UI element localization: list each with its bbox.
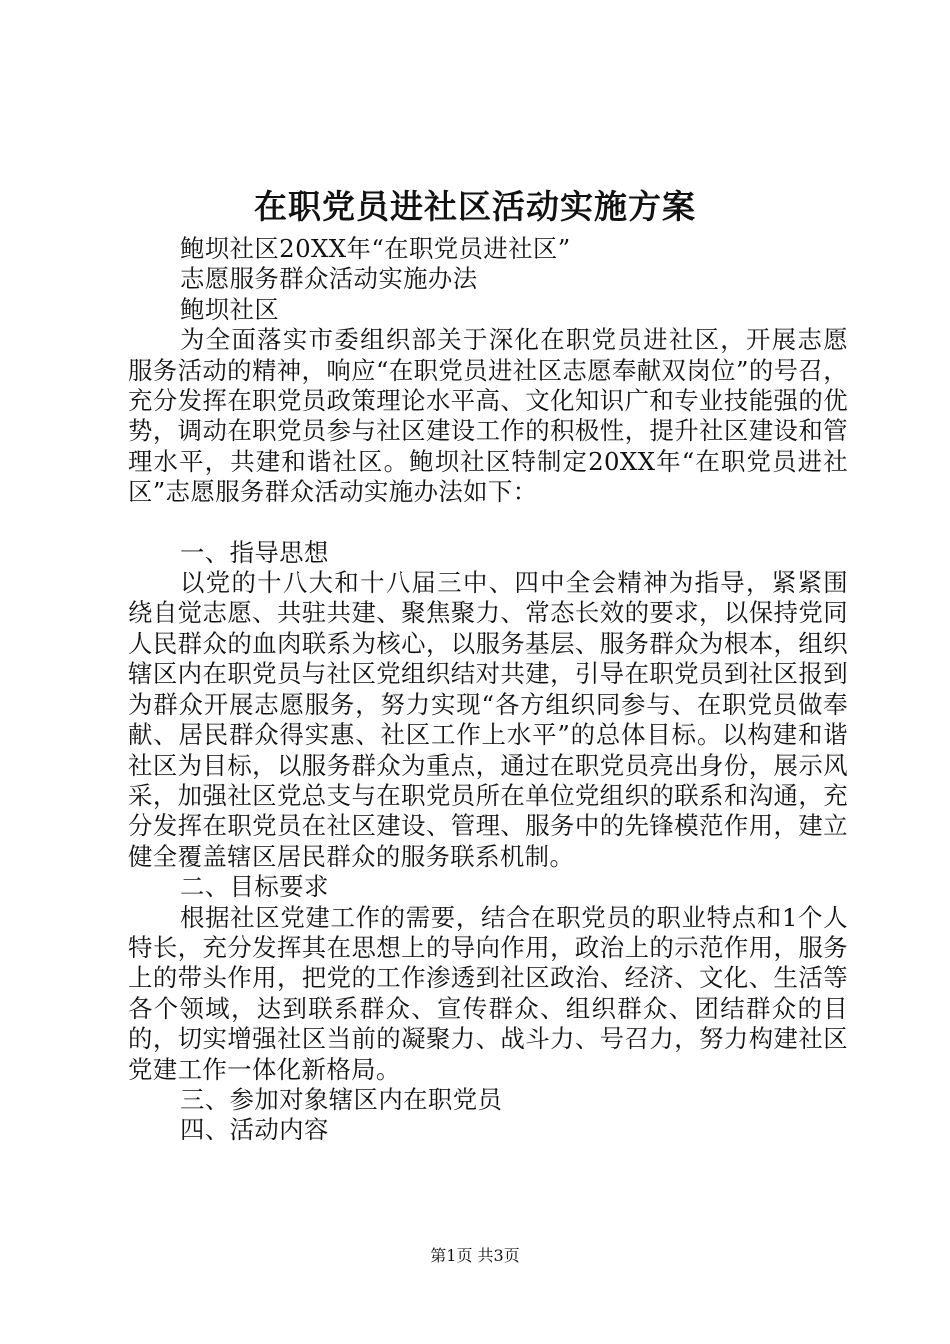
section-heading-participants: 三、参加对象辖区内在职党员 (180, 1084, 503, 1114)
paragraph-heading-line-1: 鲍坝社区20XX年“在职党员进社区” (180, 234, 571, 263)
page-number-footer: 第1页 共3页 (430, 1246, 520, 1265)
document-title: 在职党员进社区活动实施方案 (254, 187, 696, 226)
paragraph-introduction: 为全面落实市委组织部关于深化在职党员进社区，开展志愿服务活动的精神，响应“在职党员进社区志愿奉献双岗位”的号召，充分发挥在职党员政策理论水平高、文化知识广和专业技能强的优势，调动在职党员参与社区建设工作的积极性，提升社区建设和管理水平，共建和谐社区。鲍坝社区特制定20XX年“在职党员进社区”志愿服务群众活动实施办法如下： (128, 325, 848, 507)
document-body (128, 234, 848, 1146)
section-heading-guiding-ideology: 一、指导思想 (180, 537, 329, 567)
paragraph-objectives: 根据社区党建工作的需要，结合在职党员的职业特点和1个人特长，充分发挥其在思想上的导向作用，政治上的示范作用，服务上的带头作用，把党的工作渗透到社区政治、经济、文化、生活等各个领域，达到联系群众、宣传群众、组织群众、团结群众的目的，切实增强社区当前的凝聚力、战斗力、号召力，努力构建社区党建工作一体化新格局。 (128, 902, 848, 1084)
paragraph-guiding-ideology: 以党的十八大和十八届三中、四中全会精神为指导，紧紧围绕自觉志愿、共驻共建、聚焦聚力、常态长效的要求，以保持党同人民群众的血肉联系为核心，以服务基层、服务群众为根本，组织辖区内在职党员与社区党组织结对共建，引导在职党员到社区报到为群众开展志愿服务，努力实现“各方组织同参与、在职党员做奉献、居民群众得实惠、社区工作上水平”的总体目标。以构建和谐社区为目标，以服务群众为重点，通过在职党员亮出身份，展示风采，加强社区党总支与在职党员所在单位党组织的联系和沟通，充分发挥在职党员在社区建设、管理、服务中的先锋模范作用，建立健全覆盖辖区居民群众的服务联系机制。 (128, 568, 848, 871)
section-heading-objectives: 二、目标要求 (180, 872, 329, 902)
section-heading-activities: 四、活动内容 (180, 1115, 329, 1145)
paragraph-heading-line-2: 志愿服务群众活动实施办法 (180, 264, 478, 294)
paragraph-organization: 鲍坝社区 (180, 294, 280, 324)
